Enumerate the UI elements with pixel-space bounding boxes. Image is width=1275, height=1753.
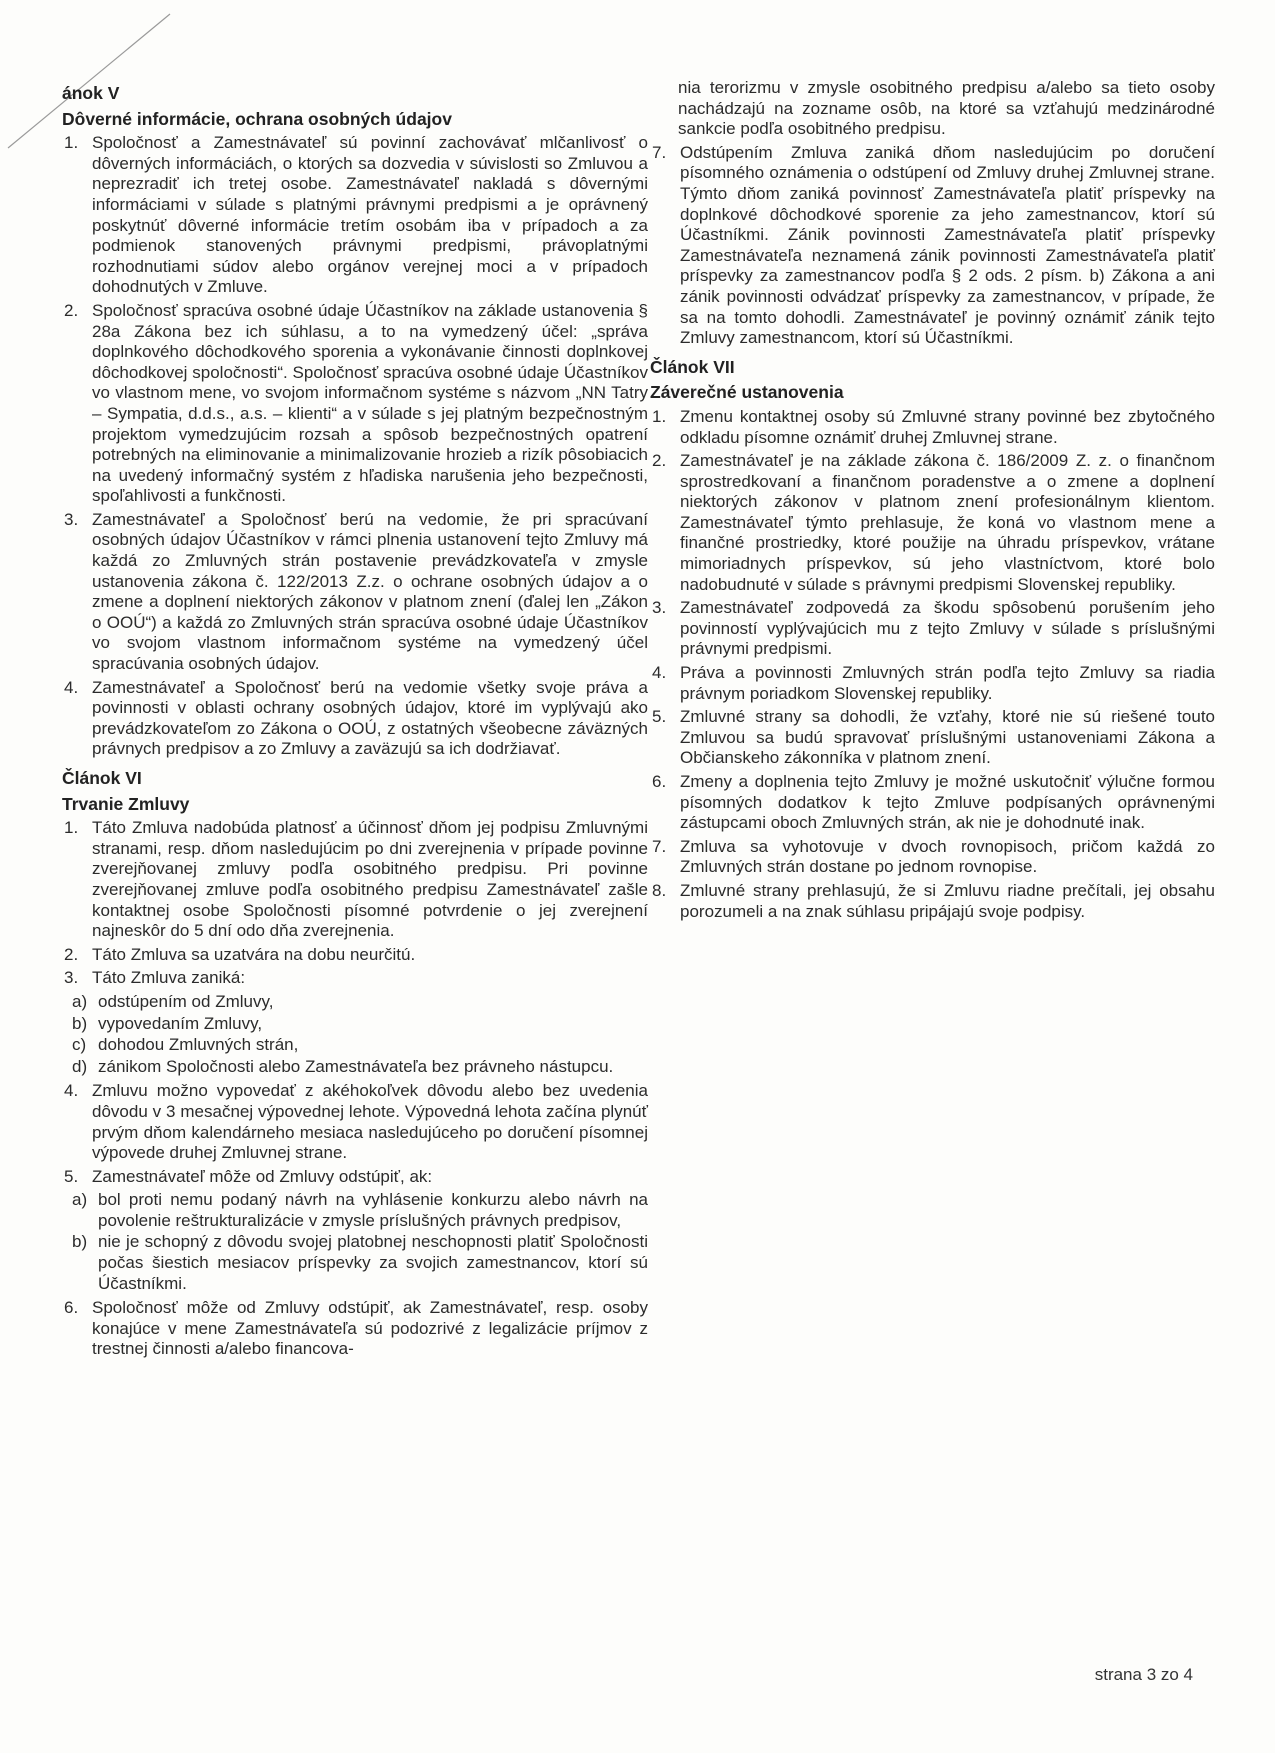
list-item: 2. Táto Zmluva sa uzatvára na dobu neurčitú. bbox=[64, 944, 416, 964]
list-item: 4. Zmluvu možno vypovedať z akéhokoľvek dôvodu alebo bez uvedenia dôvodu v 3 mesačnej výpovednej lehote. Výpovedná lehota začína plynúť prvým dňom kalendárneho mesiaca nasledujúceho po doručení písomnej výpovede druhej Zmluvnej strane. bbox=[64, 1081, 648, 1163]
list-item: 6. Zmeny a doplnenia tejto Zmluvy je možné uskutočniť výlučne formou písomných dodatkov k tejto Zmluve podpísaných oprávnenými zástupcami oboch Zmluvných strán, ak nie je dohodnuté inak. bbox=[652, 772, 1215, 833]
article-7-list bbox=[650, 407, 1215, 922]
article-7-title: Článok VII bbox=[650, 356, 735, 377]
list-item: 7. Zmluva sa vyhotovuje v dvoch rovnopisoch, pričom každá zo Zmluvných strán dostane po jednom rovnopise. bbox=[652, 836, 1215, 877]
list-item: 5. Zmluvné strany sa dohodli, že vzťahy, ktoré nie sú riešené touto Zmluvou sa budú spravovať príslušnými ustanoveniami Zákona a Občianskeho zákonníka v platnom znení. bbox=[652, 707, 1215, 768]
continued-paragraph: nia terorizmu v zmysle osobitného predpisu a/alebo sa tieto osoby nachádzajú na zozname osôb, na ktoré sa vzťahujú medzinárodné sankcie podľa osobitného predpisu. bbox=[678, 78, 1215, 139]
sub-item: a) bol proti nemu podaný návrh na vyhlásenie konkurzu alebo návrh na povolenie reštrukturalizácie v zmysle príslušných právnych predpisov, bbox=[72, 1190, 648, 1230]
article-6-title: Článok VI bbox=[62, 768, 142, 788]
list-item: 4. Práva a povinnosti Zmluvných strán podľa tejto Zmluvy sa riadia právnym poriadkom Slovenskej republiky. bbox=[652, 663, 1215, 703]
list-item: 4. Zamestnávateľ a Spoločnosť berú na vedomie všetky svoje práva a povinnosti v oblasti ochrany osobných údajov, ktoré im vyplývajú ako prevádzkovateľom zo Zákona o OOÚ, z ostatných všeobecne záväzných právnych predpisov a zo Zmluvy a zaväzujú sa ich dodržiavať. bbox=[64, 677, 648, 759]
list-item: 1. Spoločnosť a Zamestnávateľ sú povinní zachovávať mlčanlivosť o dôverných informáciách, o ktorých sa dozvedia v súvislosti so Zmluvou a neprezradiť ich tretej osobe. Zamestnávateľ nakladá s dôvernými informáciami v súlade s platnými právnymi predpismi a je oprávnený poskytnúť dôverné informácie tretím osobám iba v prípadoch a za podmienok stanovených právnymi predpismi, právoplatnými rozhodnutiami súdov alebo orgánov verejnej moci a v prípadoch dohodnutých v Zmluve. bbox=[64, 133, 648, 297]
list-item: 3. Táto Zmluva zaniká: bbox=[64, 968, 246, 988]
sub-item: b) nie je schopný z dôvodu svojej platobnej neschopnosti platiť Spoločnosti počas šiestich mesiacov príspevky za svojich zamestnancov, ktorí sú Účastníkmi. bbox=[72, 1232, 648, 1293]
article-6-section-title: Trvanie Zmluvy bbox=[62, 793, 190, 814]
list-item: 2. Spoločnosť spracúva osobné údaje Účastníkov na základe ustanovenia § 28a Zákona bez ich súhlasu, a to na vymedzený účel: „správa doplnkového dôchodkového sporenia a vykonávanie činnosti doplnkovej dôchodkovej spoločnosti“. Spoločnosť spracúva osobné údaje Účastníkov vo vlastnom mene, vo svojom informačnom systéme s názvom „NN Tatry – Sympatia, d.d.s., a.s. – klienti“ a v súlade s jej platným bezpečnostným projektom vymedzujúcim rozsah a spôsob bezpečnostných opatrení potrebných na eliminovanie a minimalizovanie hrozieb a rizík pôsobiacich na uvedený informačný systém z hľadiska narušenia jeho bezpečnosti, spoľahlivosti a funkčnosti. bbox=[64, 300, 648, 506]
article-5-section-title: Dôverné informácie, ochrana osobných údajov bbox=[62, 108, 452, 129]
page-number: strana 3 zo 4 bbox=[1094, 1665, 1193, 1684]
list-item: 3. Zamestnávateľ a Spoločnosť berú na vedomie, že pri spracúvaní osobných údajov Účastníkov v rámci plnenia ustanovení tejto Zmluvy má každá zo Zmluvných strán postavenie prevádzkovateľa v zmysle ustanovenia zákona č. 122/2013 Z.z. o ochrane osobných údajov a o zmene a doplnení niektorých zákonov v platnom znení (ďalej len „Zákon o OOÚ“) a každá zo Zmluvných strán spracúva osobné údaje Účastníkov vo svojom vlastnom informačnom systéme na vymedzený účel spracúvania osobných údajov. bbox=[64, 509, 648, 674]
list-item: 2. Zamestnávateľ je na základe zákona č. 186/2009 Z. z. o finančnom sprostredkovaní a finančnom poradenstve a o zmene a doplnení niektorých zákonov v platnom znení profesionálnym klientom. Zamestnávateľ týmto prehlasuje, že koná vo vlastnom mene a finančné prostriedky, ktoré použije na úhradu príspevkov, vrátane mimoriadnych príspevkov, sú jeho vlastníctvom, ktoré bolo nadobudnuté v súlade s právnymi predpismi Slovenskej republiky. bbox=[652, 451, 1215, 594]
article-5-list bbox=[62, 133, 648, 760]
article-5-title: ánok V bbox=[62, 83, 120, 103]
list-item: 1. Zmenu kontaktnej osoby sú Zmluvné strany povinné bez zbytočného odkladu písomne oznámiť druhej Zmluvnej strane. bbox=[652, 406, 1215, 447]
list-item: 8. Zmluvné strany prehlasujú, že si Zmluvu riadne prečítali, jej obsahu porozumeli a na znak súhlasu pripájajú svoje podpisy. bbox=[652, 880, 1215, 921]
list-item: 6. Spoločnosť môže od Zmluvy odstúpiť, ak Zamestnávateľ, resp. osoby konajúce v mene Zamestnávateľa sú podozrivé z legalizácie príjmov z trestnej činnosti a/alebo financova- bbox=[64, 1298, 648, 1359]
right-column bbox=[650, 78, 1215, 925]
article-7-section-title: Záverečné ustanovenia bbox=[650, 382, 844, 403]
sub-item: c) dohodou Zmluvných strán, bbox=[72, 1035, 299, 1055]
list-item: 7. Odstúpením Zmluva zaniká dňom nasledujúcim po doručení písomného oznámenia o odstúpení od Zmluvy druhej Zmluvnej strane. Týmto dňom zaniká povinnosť Zamestnávateľa platiť príspevky na doplnkové dôchodkové sporenie za jeho zamestnancov, ktorí sú Účastníkmi. Zánik povinnosti Zamestnávateľa platiť príspevky Zamestnávateľa neznamená zánik povinnosti Zamestnávateľa platiť príspevky za zamestnancov podľa § 2 ods. 2 písm. b) Zákona a ani zánik povinnosti odvádzať príspevky za zamestnancov, v prípade, že sa na tomto dohodli. Zamestnávateľ je povinný oznámiť zánik tejto Zmluvy zamestnancom, ktorí sú Účastníkmi. bbox=[652, 142, 1215, 348]
list-item: 5. Zamestnávateľ môže od Zmluvy odstúpiť, ak: bbox=[64, 1166, 433, 1186]
sub-item: a) odstúpením od Zmluvy, bbox=[72, 991, 274, 1011]
sub-item: d) zánikom Spoločnosti alebo Zamestnávateľa bez právneho nástupcu. bbox=[72, 1056, 614, 1076]
article-6-list bbox=[62, 818, 648, 1360]
list-item: 3. Zamestnávateľ zodpovedá za škodu spôsobenú porušením jeho povinností vyplývajúcich mu z tejto Zmluvy v súlade s príslušnými právnymi predpismi. bbox=[652, 598, 1215, 659]
sub-item: b) vypovedaním Zmluvy, bbox=[72, 1013, 263, 1033]
list-item: 1. Táto Zmluva nadobúda platnosť a účinnosť dňom jej podpisu Zmluvnými stranami, resp. dňom nasledujúcim po dni zverejnenia v prípade povinne zverejňovanej zmluvy podľa osobitného predpisu. Pri povinne zverejňovanej zmluve podľa osobitného predpisu Zamestnávateľ zašle kontaktnej osobe Spoločnosti písomné potvrdenie o jej zverejnení najneskôr do 5 dní odo dňa zverejnenia. bbox=[64, 818, 648, 941]
left-column bbox=[62, 78, 648, 1363]
